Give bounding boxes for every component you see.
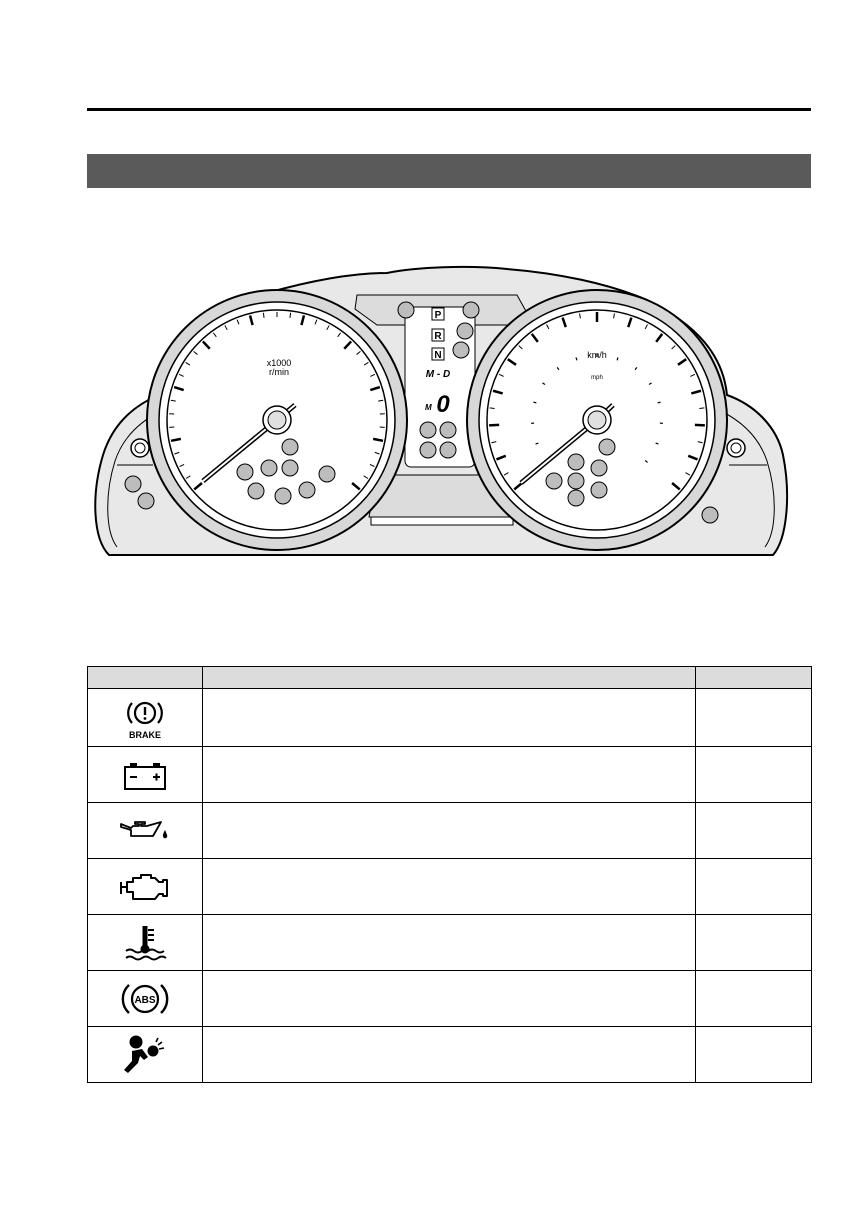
gauge-tick: [263, 313, 264, 318]
airbag-icon: [120, 1033, 170, 1077]
tachometer-gauge: [147, 290, 407, 550]
row-page: [696, 1027, 812, 1083]
row-page: [696, 747, 812, 803]
speedometer-gauge: [467, 290, 727, 550]
header-signal: [88, 667, 203, 689]
row-page: [696, 915, 812, 971]
speedometer-unit-secondary: mph: [591, 375, 603, 381]
shift-indicator-p: [432, 308, 444, 321]
oil-pressure-icon: [117, 816, 173, 846]
abs-warning-icon: [117, 979, 173, 1019]
tachometer-unit-line1: x1000: [266, 358, 292, 368]
gauge-inner-tick: [658, 402, 661, 403]
gauge-inner-tick: [533, 402, 536, 403]
instrument-cluster-illustration: [87, 255, 811, 560]
header-description: [203, 667, 696, 689]
top-rule: [87, 108, 811, 111]
row-description: [203, 915, 696, 971]
gauge-tick: [490, 408, 495, 409]
brake-icon-text: BRAKE: [128, 729, 162, 740]
mode-label: M - D: [425, 369, 451, 380]
battery-charging-icon: [120, 758, 170, 792]
row-page: [696, 859, 812, 915]
section-header-bar: [87, 154, 811, 188]
shift-indicator-r: [432, 329, 444, 342]
check-engine-icon: [117, 870, 173, 904]
coolant-temperature-icon: [120, 923, 170, 963]
row-page: [696, 971, 812, 1027]
warning-lights-table: [87, 666, 812, 1083]
table-header-row: [88, 667, 812, 689]
table-row: [88, 915, 812, 971]
gear-prefix: M: [425, 403, 432, 412]
row-description: [203, 803, 696, 859]
table-row: [88, 689, 812, 747]
row-description: [203, 1027, 696, 1083]
tachometer-unit-line2: r/min: [269, 367, 289, 377]
left-knob: [131, 439, 149, 457]
row-description: [203, 747, 696, 803]
table-row: [88, 747, 812, 803]
table-row: [88, 971, 812, 1027]
row-description: [203, 859, 696, 915]
header-page: [696, 667, 812, 689]
right-knob: [727, 439, 745, 457]
abs-icon-text: ABS: [134, 994, 156, 1006]
gauge-tick: [290, 313, 291, 318]
row-page: [696, 689, 812, 747]
table-row: [88, 859, 812, 915]
brake-warning-icon: [120, 696, 170, 740]
shift-letter-n: N: [434, 350, 442, 361]
gauge-tick: [699, 408, 704, 409]
table-row: [88, 803, 812, 859]
row-page: [696, 803, 812, 859]
gear-display: 0: [436, 391, 450, 418]
shift-letter-r: R: [434, 331, 442, 342]
speedometer-unit-primary: km/h: [587, 350, 607, 360]
row-description: [203, 971, 696, 1027]
shift-indicator-n: [432, 348, 444, 361]
table-row: [88, 1027, 812, 1083]
shift-letter-p: P: [434, 310, 442, 321]
row-description: [203, 689, 696, 747]
